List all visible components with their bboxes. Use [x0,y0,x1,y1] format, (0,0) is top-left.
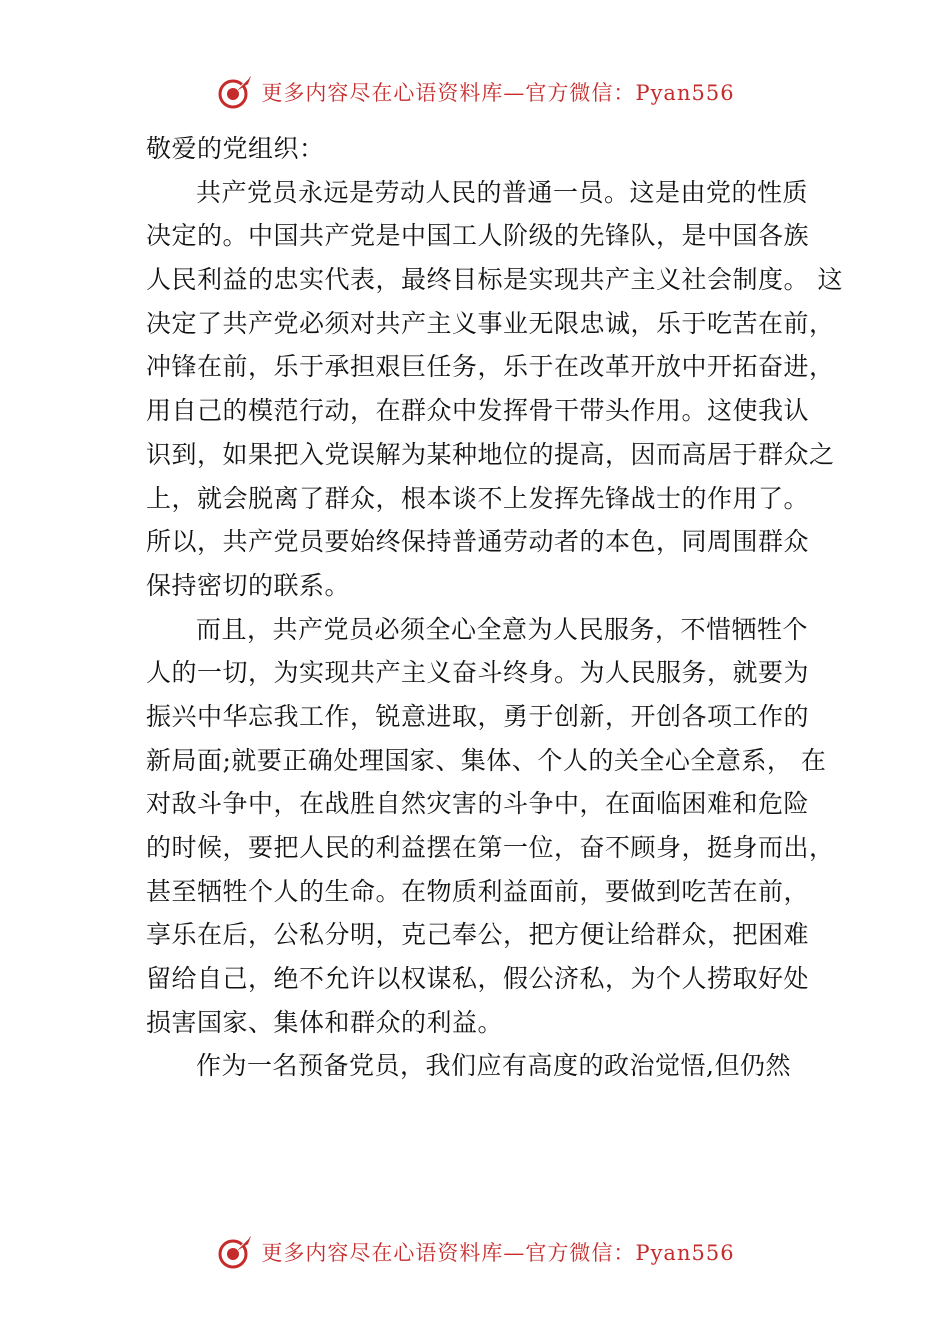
paragraph-line: 共产党员永远是劳动人民的普通一员。这是由党的性质 [196,177,809,207]
paragraph-line: 用自己的模范行动，在群众中发挥骨干带头作用。这使我认 [146,396,810,426]
paragraph-line: 决定的。中国共产党是中国工人阶级的先锋队，是中国各族 [146,221,810,251]
paragraph-line: 新局面;就要正确处理国家、集体、个人的关全心全意系， 在 [146,745,827,775]
paragraph-line: 人的一切，为实现共产主义奋斗终身。为人民服务，就要为 [146,658,810,688]
banner-text [261,1237,734,1267]
paragraph-line: 作为一名预备党员，我们应有高度的政治觉悟,但仍然 [196,1051,791,1081]
paragraph-line: 损害国家、集体和群众的利益。 [146,1007,504,1037]
paragraph-line: 冲锋在前，乐于承担艰巨任务，乐于在改革开放中开拓奋进， [146,352,835,382]
paragraph-line: 享乐在后，公私分明，克己奉公，把方便让给群众，把困难 [146,920,810,950]
paragraph-line: 决定了共产党必须对共产主义事业无限忠诚，乐于吃苦在前， [146,308,835,338]
quill-pen-logo-icon [215,72,255,112]
banner-text [261,77,734,107]
banner-wechat-id: Pyan556 [635,81,735,105]
paragraph-line: 留给自己，绝不允许以权谋私，假公济私，为个人捞取好处 [146,964,810,994]
banner-wechat-id: Pyan556 [635,1241,735,1265]
quill-pen-logo-icon [215,1232,255,1272]
paragraph-line: 的时候，要把人民的利益摆在第一位，奋不顾身，挺身而出， [146,833,835,862]
banner-label: 更多内容尽在心语资料库—官方微信： [261,1241,636,1265]
paragraph-line: 甚至牺牲个人的生命。在物质利益面前，要做到吃苦在前， [146,876,810,906]
paragraph-line: 振兴中华忘我工作，锐意进取，勇于创新，开创各项工作的 [146,701,810,731]
salutation: 敬爱的党组织： [146,134,325,163]
paragraph-line: 上，就会脱离了群众，根本谈不上发挥先锋战士的作用了。 [146,483,810,513]
paragraph-line: 识到，如果把入党误解为某种地位的提高，因而高居于群众之 [146,439,835,469]
paragraph-line: 保持密切的联系。 [146,570,351,600]
paragraph-line: 人民利益的忠实代表，最终目标是实现共产主义社会制度。 这 [146,265,843,295]
paragraph-line: 而且，共产党员必须全心全意为人民服务，不惜牺牲个 [196,614,809,644]
footer-banner [0,1230,950,1274]
paragraph-line: 所以，共产党员要始终保持普通劳动者的本色，同周围群众 [146,527,810,557]
document-body [146,127,843,1088]
banner-label: 更多内容尽在心语资料库—官方微信： [261,81,636,105]
paragraph-line: 对敌斗争中，在战胜自然灾害的斗争中，在面临困难和危险 [146,789,810,819]
header-banner [0,70,950,114]
